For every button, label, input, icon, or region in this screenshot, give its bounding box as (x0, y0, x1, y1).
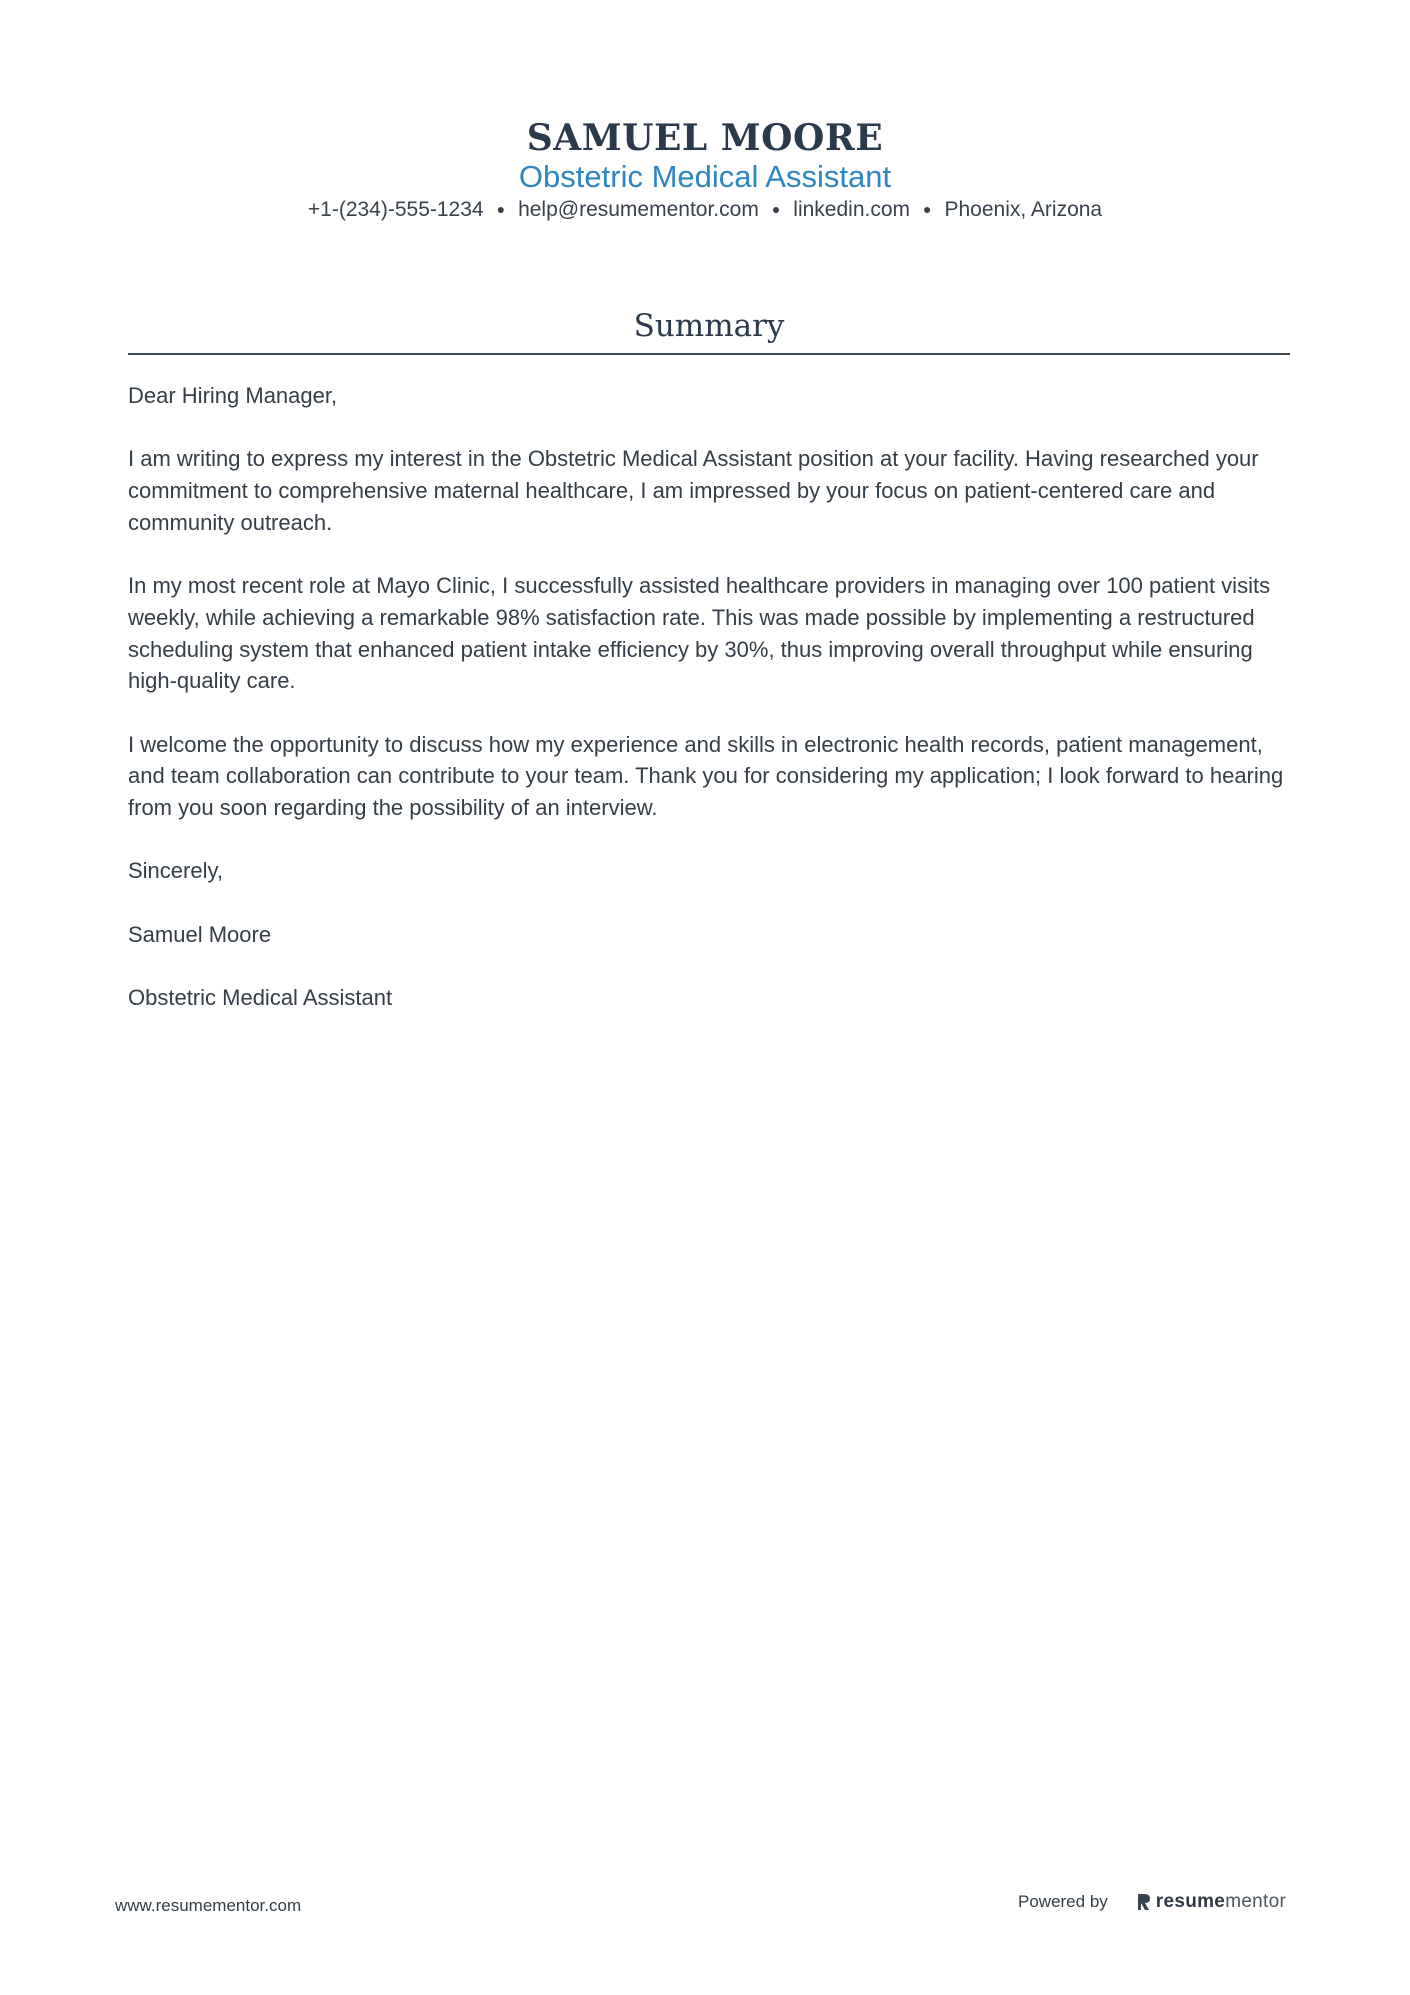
bullet-separator-icon: ● (771, 201, 781, 217)
letter-greeting: Dear Hiring Manager, (128, 383, 338, 408)
letter-paragraph: I welcome the opportunity to discuss how my experience and skills in electronic health records, patient management, and team collaboration can contribute to your team. Thank you for considering my application; I look forward to hearing from you soon regarding the possibility of an interview. (128, 731, 1284, 821)
contact-line (0, 196, 1410, 225)
letter-closing: Sincerely, (128, 858, 223, 884)
contact-phone: +1-(234)-555-1234 (307, 198, 484, 221)
contact-email[interactable]: help@resumementor.com (518, 198, 759, 221)
section-heading: Summary (633, 308, 785, 344)
letter-body (128, 380, 1298, 1046)
resumementor-logo-icon (1136, 1892, 1152, 1912)
candidate-name: SAMUEL MOORE (526, 117, 884, 159)
powered-by-label: Powered by (1018, 1892, 1108, 1911)
footer-branding (1018, 1891, 1286, 1913)
bullet-separator-icon: ● (496, 201, 506, 217)
letter-paragraph: I am writing to express my interest in the Obstetric Medical Assistant position at your facility. Having researched your commitment to comprehensive maternal healthcare, I am impressed by your focus on patient-centered care and community outreach. (128, 446, 1259, 535)
footer-website[interactable]: www.resumementor.com (115, 1896, 302, 1915)
letter-paragraph: In my most recent role at Mayo Clinic, I successfully assisted healthcare providers in managing over 100 patient visits weekly, while achieving a remarkable 98% satisfaction rate. This was made possible by implementing a restructured scheduling system that enhanced patient intake efficiency by 30%, thus improving overall throughput while ensuring high-quality care. (128, 573, 1271, 694)
signature-title: Obstetric Medical Assistant (128, 985, 393, 1011)
resumementor-logo[interactable] (1136, 1891, 1286, 1913)
section-divider (128, 353, 1290, 355)
bullet-separator-icon: ● (923, 201, 932, 217)
resume-header (0, 116, 1410, 225)
logo-text-bold: resume (1155, 1891, 1226, 1912)
contact-linkedin[interactable]: linkedin.com (793, 198, 911, 221)
contact-location: Phoenix, Arizona (944, 198, 1103, 221)
signature-name: Samuel Moore (128, 921, 272, 947)
logo-text-light: mentor (1225, 1891, 1287, 1912)
job-title: Obstetric Medical Assistant (518, 159, 892, 194)
